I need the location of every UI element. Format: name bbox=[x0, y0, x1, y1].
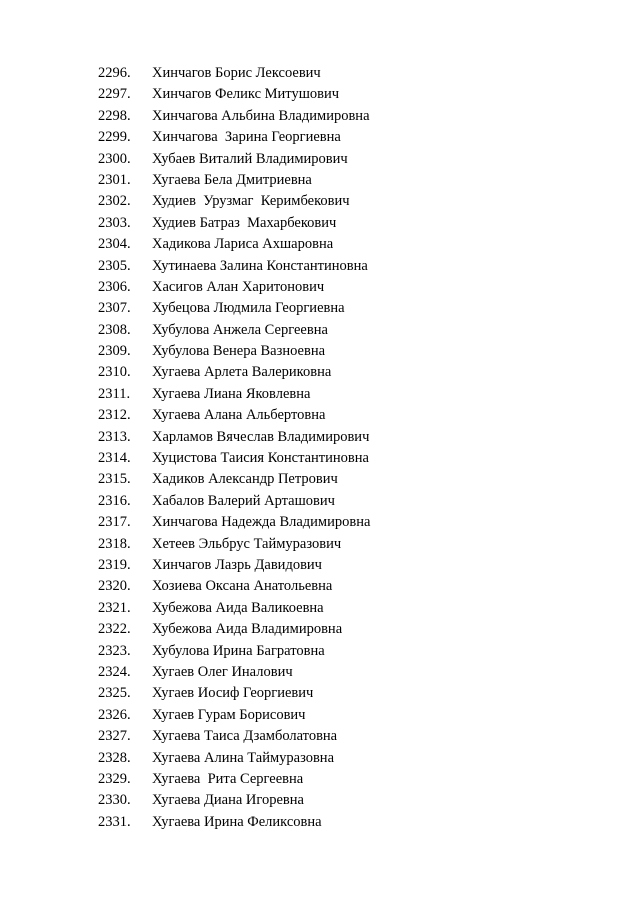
entry-name: Хугаева Ирина Феликсовна bbox=[152, 813, 322, 830]
entry-number: 2302. bbox=[98, 193, 131, 210]
entry-number: 2319. bbox=[98, 556, 131, 573]
list-item bbox=[0, 213, 640, 234]
entry-number: 2325. bbox=[98, 685, 131, 702]
list-item bbox=[0, 384, 640, 405]
entry-name: Хинчагова Зарина Георгиевна bbox=[152, 129, 341, 146]
list-item bbox=[0, 534, 640, 555]
list-item bbox=[0, 127, 640, 148]
entry-number: 2320. bbox=[98, 578, 131, 595]
entry-name: Хадикова Лариса Ахшаровна bbox=[152, 236, 334, 253]
entry-name: Хинчагова Альбина Владимировна bbox=[152, 107, 370, 124]
list-item bbox=[0, 662, 640, 683]
entry-name: Хасигов Алан Харитонович bbox=[152, 278, 325, 295]
entry-number: 2312. bbox=[98, 407, 131, 424]
entry-number: 2308. bbox=[98, 321, 131, 338]
entry-name: Хубаев Виталий Владимирович bbox=[152, 150, 348, 167]
list-item bbox=[0, 726, 640, 747]
entry-number: 2323. bbox=[98, 642, 131, 659]
name-list bbox=[0, 63, 640, 833]
entry-number: 2328. bbox=[98, 749, 131, 766]
entry-number: 2315. bbox=[98, 471, 131, 488]
list-item bbox=[0, 812, 640, 833]
entry-number: 2306. bbox=[98, 278, 131, 295]
entry-name: Хубежова Аида Владимировна bbox=[152, 621, 343, 638]
list-item bbox=[0, 84, 640, 105]
list-item bbox=[0, 641, 640, 662]
entry-name: Хугаева Таиса Дзамболатовна bbox=[152, 728, 338, 745]
list-item bbox=[0, 277, 640, 298]
entry-name: Хугаева Алана Альбертовна bbox=[152, 407, 326, 424]
list-item bbox=[0, 427, 640, 448]
entry-number: 2297. bbox=[98, 86, 131, 103]
list-item bbox=[0, 748, 640, 769]
list-item bbox=[0, 63, 640, 84]
entry-number: 2313. bbox=[98, 428, 131, 445]
list-item bbox=[0, 491, 640, 512]
entry-number: 2303. bbox=[98, 214, 131, 231]
list-item bbox=[0, 170, 640, 191]
entry-name: Хугаев Иосиф Георгиевич bbox=[152, 685, 314, 702]
list-item bbox=[0, 469, 640, 490]
entry-name: Хинчагов Феликс Митушович bbox=[152, 86, 340, 103]
entry-name: Хугаева Арлета Валериковна bbox=[152, 364, 332, 381]
entry-number: 2309. bbox=[98, 343, 131, 360]
entry-name: Хугаева Диана Игоревна bbox=[152, 792, 304, 809]
list-item bbox=[0, 790, 640, 811]
entry-number: 2296. bbox=[98, 65, 131, 81]
entry-number: 2322. bbox=[98, 621, 131, 638]
entry-number: 2321. bbox=[98, 599, 131, 616]
entry-name: Хутинаева Залина Константиновна bbox=[152, 257, 368, 274]
entry-number: 2298. bbox=[98, 107, 131, 124]
list-item bbox=[0, 769, 640, 790]
list-item bbox=[0, 576, 640, 597]
entry-name: Хубулова Анжела Сергеевна bbox=[152, 321, 328, 338]
entry-name: Хугаев Олег Иналович bbox=[152, 663, 293, 680]
entry-name: Худиев Урузмаг Керимбекович bbox=[152, 193, 350, 210]
list-item bbox=[0, 362, 640, 383]
entry-name: Хетеев Эльбрус Таймуразович bbox=[152, 535, 342, 552]
entry-name: Хугаев Гурам Борисович bbox=[152, 706, 306, 723]
list-item bbox=[0, 598, 640, 619]
entry-number: 2305. bbox=[98, 257, 131, 274]
entry-number: 2318. bbox=[98, 535, 131, 552]
entry-name: Хинчагова Надежда Владимировна bbox=[152, 514, 371, 531]
entry-name: Худиев Батраз Махарбекович bbox=[152, 214, 337, 231]
list-item bbox=[0, 555, 640, 576]
entry-number: 2326. bbox=[98, 706, 131, 723]
entry-number: 2330. bbox=[98, 792, 131, 809]
list-item bbox=[0, 341, 640, 362]
list-item bbox=[0, 512, 640, 533]
entry-name: Хозиева Оксана Анатольевна bbox=[152, 578, 333, 595]
entry-name: Хубулова Венера Вазноевна bbox=[152, 343, 326, 360]
entry-number: 2327. bbox=[98, 728, 131, 745]
entry-name: Хугаева Бела Дмитриевна bbox=[152, 171, 312, 188]
list-item bbox=[0, 619, 640, 640]
list-item bbox=[0, 448, 640, 469]
list-item bbox=[0, 683, 640, 704]
entry-number: 2329. bbox=[98, 770, 131, 787]
entry-name: Хинчагов Борис Лексоевич bbox=[152, 65, 321, 81]
entry-number: 2314. bbox=[98, 450, 131, 467]
entry-name: Хубулова Ирина Багратовна bbox=[152, 642, 325, 659]
list-item bbox=[0, 234, 640, 255]
list-item bbox=[0, 149, 640, 170]
entry-number: 2299. bbox=[98, 129, 131, 146]
list-item bbox=[0, 705, 640, 726]
entry-name: Харламов Вячеслав Владимирович bbox=[152, 428, 370, 445]
entry-name: Хинчагов Лазрь Давидович bbox=[152, 556, 322, 573]
entry-number: 2324. bbox=[98, 663, 131, 680]
list-item bbox=[0, 256, 640, 277]
entry-number: 2304. bbox=[98, 236, 131, 253]
entry-name: Хубецова Людмила Георгиевна bbox=[152, 300, 345, 317]
entry-name: Хугаева Алина Таймуразовна bbox=[152, 749, 335, 766]
entry-number: 2317. bbox=[98, 514, 131, 531]
entry-name: Хадиков Александр Петрович bbox=[152, 471, 338, 488]
entry-number: 2310. bbox=[98, 364, 131, 381]
entry-number: 2307. bbox=[98, 300, 131, 317]
entry-number: 2316. bbox=[98, 492, 131, 509]
entry-number: 2311. bbox=[98, 385, 131, 402]
entry-name: Хуцистова Таисия Константиновна bbox=[152, 450, 369, 467]
list-item bbox=[0, 106, 640, 127]
list-item bbox=[0, 405, 640, 426]
entry-name: Хугаева Рита Сергеевна bbox=[152, 770, 304, 787]
entry-number: 2301. bbox=[98, 171, 131, 188]
list-item bbox=[0, 298, 640, 319]
entry-name: Хабалов Валерий Арташович bbox=[152, 492, 335, 509]
list-item bbox=[0, 191, 640, 212]
entry-name: Хубежова Аида Валикоевна bbox=[152, 599, 324, 616]
entry-name: Хугаева Лиана Яковлевна bbox=[152, 385, 311, 402]
entry-number: 2331. bbox=[98, 813, 131, 830]
list-item bbox=[0, 320, 640, 341]
entry-number: 2300. bbox=[98, 150, 131, 167]
